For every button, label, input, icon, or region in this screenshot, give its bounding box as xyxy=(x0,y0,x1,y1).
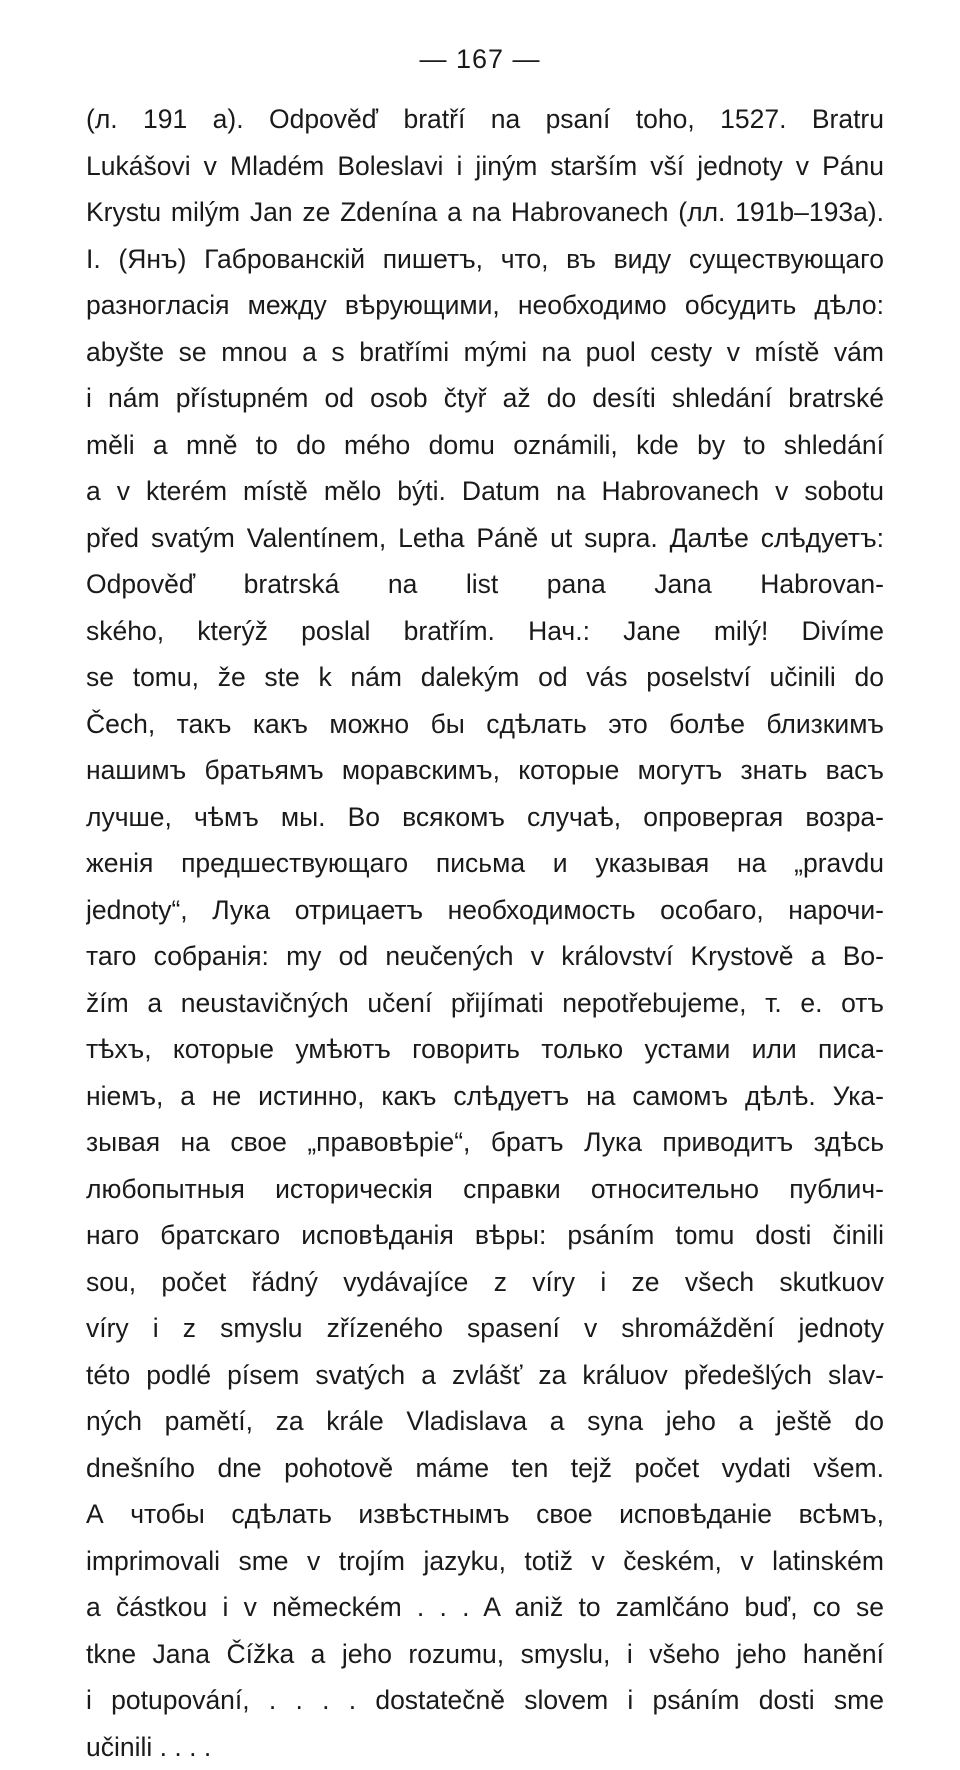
text-line: měli a mně to do mého domu oznámili, kde by to shledání xyxy=(86,422,884,469)
text-line: tkne Jana Čížka a jeho rozumu, smyslu, i všeho jeho hanění xyxy=(86,1631,884,1678)
text-line: тѣхъ, которые умѣютъ говорить только устами или писа- xyxy=(86,1026,884,1073)
text-line: této podlé písem svatých a zvlášť za králuov předešlých slav- xyxy=(86,1352,884,1399)
text-line: разногласія между вѣрующими, необходимо обсудить дѣло: xyxy=(86,282,884,329)
text-line: женія предшествующаго письма и указывая на „pravdu xyxy=(86,840,884,887)
text-line: нашимъ братьямъ моравскимъ, которые могутъ знать васъ xyxy=(86,747,884,794)
text-line: любопытныя историческія справки относительно публич- xyxy=(86,1166,884,1213)
text-line: ných pamětí, za krále Vladislava a syna jeho a ještě do xyxy=(86,1398,884,1445)
text-line: abyšte se mnou a s bratřími mými na puol cesty v místě vám xyxy=(86,329,884,376)
text-line: Čech, такъ какъ можно бы сдѣлать это болѣе близкимъ xyxy=(86,701,884,748)
body-text xyxy=(86,96,884,1770)
text-line: наго братскаго исповѣданія вѣры: psáním tomu dosti činili xyxy=(86,1212,884,1259)
text-line: a v kterém místě mělo býti. Datum na Habrovanech v sobotu xyxy=(86,468,884,515)
text-line: a částkou i v německém . . . A aniž to zamlčáno buď, co se xyxy=(86,1584,884,1631)
text-line: žím a neustavičných učení přijímati nepotřebujeme, т. е. отъ xyxy=(86,980,884,1027)
text-line: I. (Янъ) Габрованскій пишетъ, что, въ виду существующаго xyxy=(86,236,884,283)
text-line: víry i z smyslu zřízeného spasení v shromáždění jednoty xyxy=(86,1305,884,1352)
text-line: sou, počet řádný vydávajíce z víry i ze všech skutkuov xyxy=(86,1259,884,1306)
text-line: А чтобы сдѣлать извѣстнымъ свое исповѣданіе всѣмъ, xyxy=(86,1491,884,1538)
text-line: лучше, чѣмъ мы. Во всякомъ случаѣ, опровергая возра- xyxy=(86,794,884,841)
text-line: таго собранія: my od neučených v království Krystově a Bo- xyxy=(86,933,884,980)
text-line: ніемъ, а не истинно, какъ слѣдуетъ на самомъ дѣлѣ. Ука- xyxy=(86,1073,884,1120)
text-line: se tomu, že ste k nám dalekým od vás poselství učinili do xyxy=(86,654,884,701)
text-line: před svatým Valentínem, Letha Páně ut supra. Далѣе слѣдуетъ: xyxy=(86,515,884,562)
text-line: imprimovali sme v trojím jazyku, totiž v českém, v latinském xyxy=(86,1538,884,1585)
text-line: ského, kterýž poslal bratřím. Нач.: Jane milý! Divíme xyxy=(86,608,884,655)
text-line: Krystu milým Jan ze Zdenína a na Habrovanech (лл. 191b–193a). xyxy=(86,189,884,236)
text-line: Lukášovi v Mladém Boleslavi i jiným starším vší jednoty v Pánu xyxy=(86,143,884,190)
text-line: зывая на свое „правовѣріе“, братъ Лука приводитъ здѣсь xyxy=(86,1119,884,1166)
text-line: Odpověď bratrská na list pana Jana Habrovan- xyxy=(86,561,884,608)
text-line: učinili . . . . xyxy=(86,1724,884,1770)
text-line: (л. 191 а). Odpověď bratří na psaní toho, 1527. Bratru xyxy=(86,96,884,143)
text-line: jednoty“, Лука отрицаетъ необходимость особаго, нарочи- xyxy=(86,887,884,934)
text-line: dnešního dne pohotově máme ten tejž počet vydati všem. xyxy=(86,1445,884,1492)
text-line: i potupování, . . . . dostatečně slovem i psáním dosti sme xyxy=(86,1677,884,1724)
text-line: i nám přístupném od osob čtyř až do desíti shledání bratrské xyxy=(86,375,884,422)
page-number: — 167 — xyxy=(0,44,960,75)
